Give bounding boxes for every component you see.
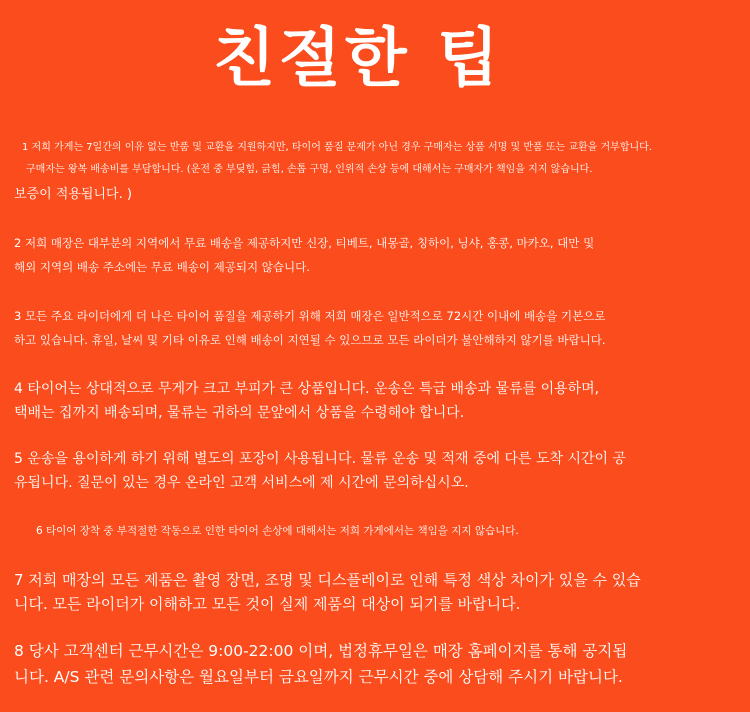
tip-5-line-1: 5 운송을 용이하게 하기 위해 별도의 포장이 사용됩니다. 물류 운송 및 적재 중에 다른 도착 시간이 공	[14, 451, 626, 467]
tip-3-line-1: 3 모든 주요 라이더에게 더 나은 타이어 품질을 제공하기 위해 저희 매장은 일반적으로 72시간 이내에 배송을 기본으로	[14, 309, 606, 323]
page-title: 친절한 팁	[213, 22, 503, 96]
tip-8-line-1: 8 당사 고객센터 근무시간은 9:00-22:00 이며, 법정휴무일은 매장 홈페이지를 통해 공지됩	[14, 642, 628, 660]
tip-8-line-2: 니다. A/S 관련 문의사항은 월요일부터 금요일까지 근무시간 중에 상담해 주시기 바랍니다.	[14, 668, 623, 686]
tip-8	[14, 640, 627, 688]
tip-1-line-3: 보증이 적용됩니다. )	[14, 187, 132, 202]
tip-1-line-1: 1 저희 가게는 7일간의 이유 없는 반품 및 교환을 지원하지만, 타이어 품질 문제가 아닌 경우 구매자는 상품 서명 및 반품 또는 교환을 거부합니다.	[22, 142, 652, 153]
tip-1	[14, 140, 652, 203]
tip-6-line-1: 6 타이어 장착 중 부적절한 작동으로 인한 타이어 손상에 대해서는 저희 가게에서는 책임을 지지 않습니다.	[36, 525, 519, 537]
tip-3-line-2: 하고 있습니다. 휴일, 날씨 및 기타 이유로 인해 배송이 지연될 수 있으므로 모든 라이더가 불안해하지 않기를 바랍니다.	[14, 333, 606, 347]
tip-7-line-1: 7 저희 매장의 모든 제품은 촬영 장면, 조명 및 디스플레이로 인해 특정 색상 차이가 있을 수 있습	[14, 571, 641, 589]
tip-2-line-1: 2 저희 매장은 대부분의 지역에서 무료 배송을 제공하지만 신장, 티베트, 내몽골, 칭하이, 닝샤, 홍콩, 마카오, 대만 및	[14, 236, 595, 250]
tip-5-line-2: 유됩니다. 질문이 있는 경우 온라인 고객 서비스에 제 시간에 문의하십시오.	[14, 475, 469, 491]
tip-7	[14, 569, 641, 615]
tip-6	[36, 523, 519, 539]
tip-3	[14, 308, 606, 348]
tip-7-line-2: 니다. 모든 라이더가 이해하고 모든 것이 실제 제품의 대상이 되기를 바랍니다.	[14, 595, 521, 613]
tip-2-line-2: 해외 지역의 배송 주소에는 무료 배송이 제공되지 않습니다.	[14, 260, 310, 274]
tip-4	[14, 379, 599, 423]
tip-1-line-2: 구매자는 왕복 배송비를 부담합니다. (운전 중 부딪힘, 긁힘, 손톱 구멍, 인위적 손상 등에 대해서는 구매자가 책임을 지지 않습니다.	[26, 164, 593, 175]
tip-4-line-1: 4 타이어는 상대적으로 무게가 크고 부피가 큰 상품입니다. 운송은 특급 배송과 물류를 이용하며,	[14, 381, 600, 397]
tip-4-line-2: 택배는 집까지 배송되며, 물류는 귀하의 문앞에서 상품을 수령해야 합니다.	[14, 405, 465, 421]
tip-2	[14, 235, 594, 275]
tip-5	[14, 449, 626, 493]
